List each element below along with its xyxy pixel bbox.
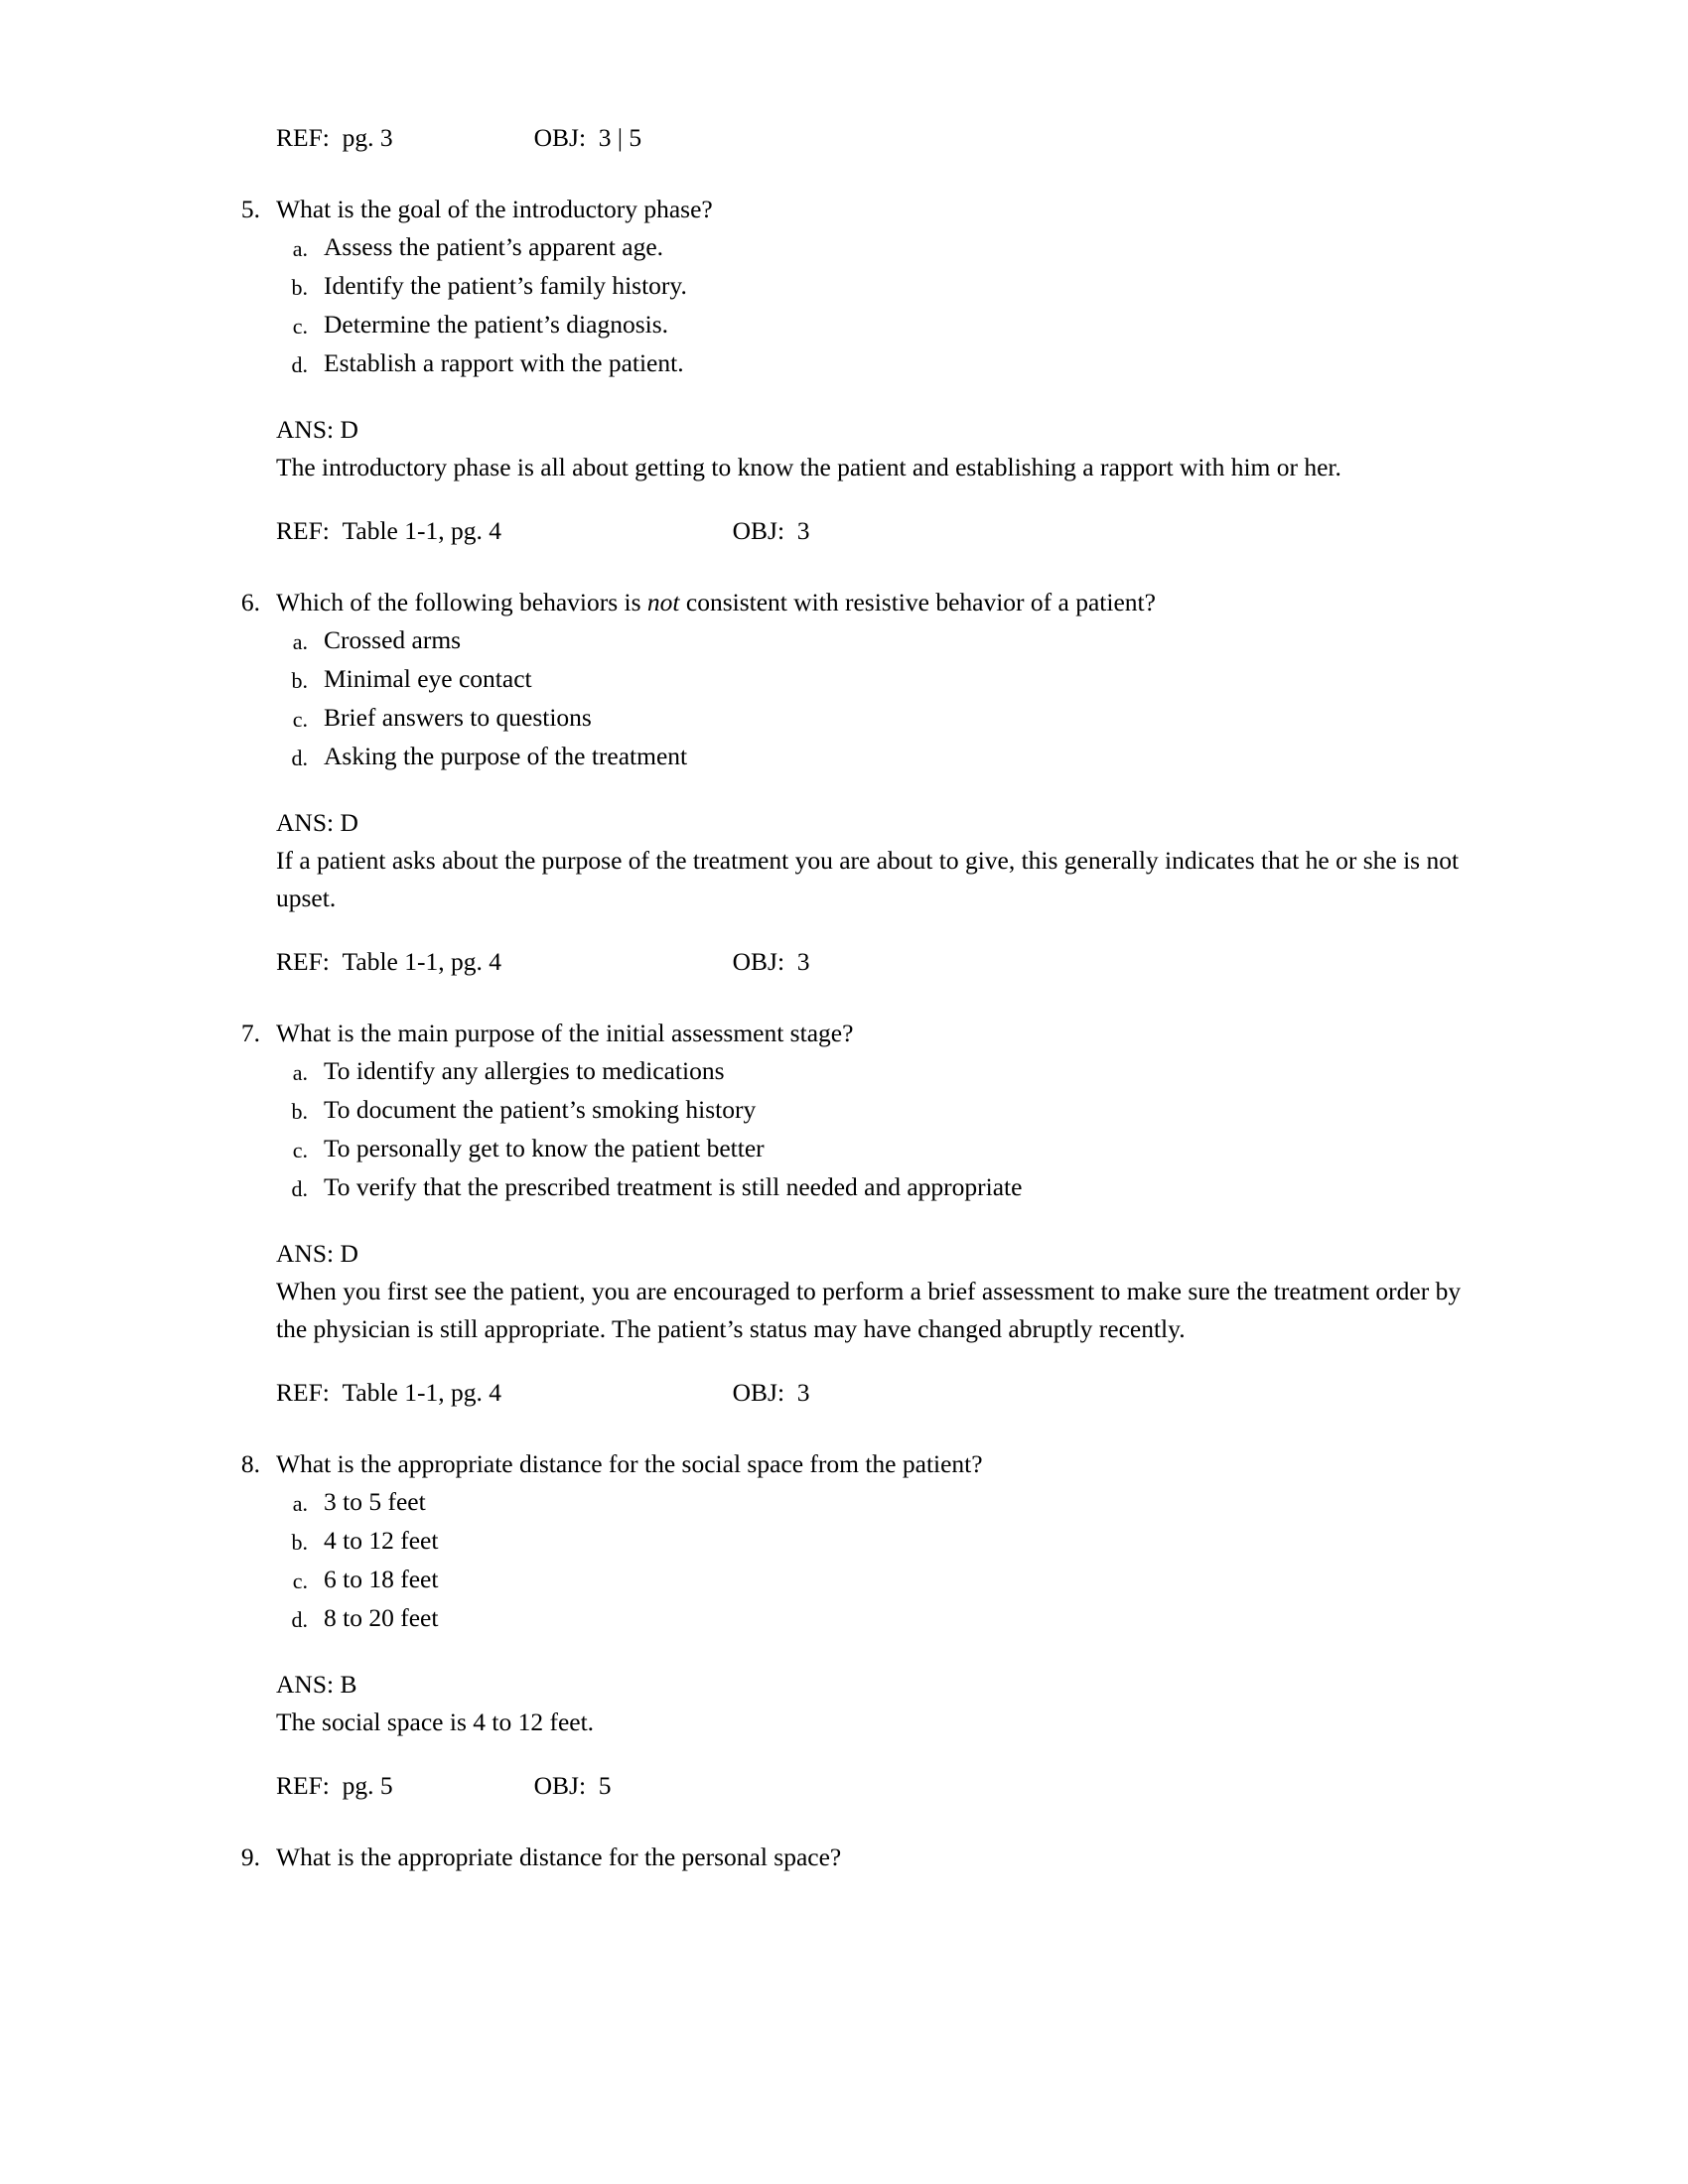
question-heading <box>228 191 1465 228</box>
answer-explanation: The introductory phase is all about getting to know the patient and establishing a rapport with him or her. <box>276 453 1341 481</box>
reference-wrapper <box>228 512 1465 550</box>
question-heading <box>228 584 1465 621</box>
option-item[interactable] <box>228 1522 1465 1561</box>
option-text: 3 to 5 feet <box>324 1487 426 1516</box>
question-block <box>228 191 1465 550</box>
option-item[interactable] <box>228 1483 1465 1522</box>
option-letter: c. <box>292 707 308 732</box>
option-text: Asking the purpose of the treatment <box>324 742 688 770</box>
option-letter: c. <box>292 314 308 339</box>
option-item[interactable] <box>228 1052 1465 1091</box>
question-heading <box>228 1445 1465 1483</box>
option-text: Establish a rapport with the patient. <box>324 348 684 377</box>
ref-value: Table 1-1, pg. 4 <box>342 1378 501 1407</box>
obj-label: OBJ: <box>732 1378 785 1407</box>
option-item[interactable] <box>228 1091 1465 1130</box>
option-item[interactable] <box>228 228 1465 267</box>
option-list <box>228 1483 1465 1638</box>
option-item[interactable] <box>228 738 1465 776</box>
option-letter: c. <box>292 1138 308 1162</box>
ref-label: REF: <box>276 947 330 976</box>
reference-wrapper <box>228 943 1465 981</box>
option-list <box>228 1052 1465 1207</box>
option-text: To verify that the prescribed treatment is still needed and appropriate <box>324 1172 1023 1201</box>
option-letter: b. <box>291 668 308 693</box>
question-number: 7. <box>240 1019 260 1047</box>
answer-block <box>276 411 1465 486</box>
question-block <box>228 1839 1465 1876</box>
option-text: Crossed arms <box>324 625 462 654</box>
question-text <box>276 1015 1465 1052</box>
question-text <box>276 1445 1465 1483</box>
answer-block <box>276 1666 1465 1741</box>
question-block <box>228 1015 1465 1412</box>
question-number: 6. <box>240 588 260 616</box>
question-text-part1: What is the goal of the introductory phase? <box>276 195 713 223</box>
option-item[interactable] <box>228 344 1465 383</box>
question-block <box>228 1445 1465 1805</box>
ref-label: REF: <box>276 516 330 545</box>
question-number: 8. <box>240 1449 260 1478</box>
reference-line-top <box>276 119 1465 157</box>
option-text: To identify any allergies to medications <box>324 1056 725 1085</box>
option-text: 6 to 18 feet <box>324 1565 439 1593</box>
document-body <box>228 119 1465 1876</box>
obj-label: OBJ: <box>732 516 785 545</box>
option-letter: b. <box>291 1099 308 1124</box>
ref-label: REF: <box>276 1771 330 1800</box>
question-number: 5. <box>240 195 260 223</box>
ref-value: Table 1-1, pg. 4 <box>342 947 501 976</box>
obj-label: OBJ: <box>732 947 785 976</box>
question-heading <box>228 1015 1465 1052</box>
option-letter: a. <box>292 1491 308 1516</box>
option-letter: b. <box>291 275 308 300</box>
obj-label: OBJ: <box>533 123 587 152</box>
option-list <box>228 228 1465 383</box>
option-letter: c. <box>292 1569 308 1593</box>
option-letter: d. <box>291 1176 308 1201</box>
option-item[interactable] <box>228 1130 1465 1168</box>
option-item[interactable] <box>228 267 1465 306</box>
answer-explanation: The social space is 4 to 12 feet. <box>276 1707 595 1736</box>
option-list <box>228 621 1465 776</box>
question-block <box>228 584 1465 981</box>
option-letter: a. <box>292 236 308 261</box>
answer-label: ANS: D <box>276 415 358 444</box>
answer-label: ANS: D <box>276 1239 358 1268</box>
option-text: 8 to 20 feet <box>324 1603 439 1632</box>
question-heading <box>228 1839 1465 1876</box>
option-item[interactable] <box>228 306 1465 344</box>
option-letter: d. <box>291 1607 308 1632</box>
answer-block <box>276 1235 1465 1348</box>
answer-explanation: If a patient asks about the purpose of the treatment you are about to give, this generally indicates that he or she is not upset. <box>276 846 1460 912</box>
ref-label: REF: <box>276 123 330 152</box>
question-text-part1: What is the appropriate distance for the social space from the patient? <box>276 1449 983 1478</box>
obj-value: 3 <box>796 516 810 545</box>
obj-value: 3 <box>796 1378 810 1407</box>
option-text: To personally get to know the patient better <box>324 1134 765 1162</box>
reference-line <box>276 512 1465 550</box>
option-letter: a. <box>292 629 308 654</box>
question-text-part1: What is the appropriate distance for the personal space? <box>276 1843 842 1871</box>
option-item[interactable] <box>228 1561 1465 1599</box>
option-text: Minimal eye contact <box>324 664 532 693</box>
question-number: 9. <box>240 1843 260 1871</box>
option-item[interactable] <box>228 699 1465 738</box>
reference-line <box>276 943 1465 981</box>
option-letter: d. <box>291 352 308 377</box>
option-text: Identify the patient’s family history. <box>324 271 687 300</box>
question-text-part1: What is the main purpose of the initial assessment stage? <box>276 1019 854 1047</box>
ref-value: Table 1-1, pg. 4 <box>342 516 501 545</box>
reference-line <box>276 1767 1465 1805</box>
question-text-part2: consistent with resistive behavior of a patient? <box>679 588 1156 616</box>
obj-value: 5 <box>598 1771 612 1800</box>
ref-value: pg. 3 <box>342 123 393 152</box>
question-text <box>276 191 1465 228</box>
question-text <box>276 584 1465 621</box>
option-letter: b. <box>291 1530 308 1555</box>
option-item[interactable] <box>228 621 1465 660</box>
obj-value: 3 <box>796 947 810 976</box>
option-text: Assess the patient’s apparent age. <box>324 232 664 261</box>
answer-explanation: When you first see the patient, you are encouraged to perform a brief assessment to make sure the treatment order by the physician is still appropriate. The patient’s status may have changed abruptly recently. <box>276 1277 1462 1343</box>
reference-wrapper <box>228 1767 1465 1805</box>
option-text: 4 to 12 feet <box>324 1526 439 1555</box>
question-text-part1: Which of the following behaviors is <box>276 588 647 616</box>
ref-label: REF: <box>276 1378 330 1407</box>
option-text: To document the patient’s smoking history <box>324 1095 757 1124</box>
option-item[interactable] <box>228 660 1465 699</box>
option-item[interactable] <box>228 1599 1465 1638</box>
option-item[interactable] <box>228 1168 1465 1207</box>
option-letter: d. <box>291 746 308 770</box>
obj-value: 3 | 5 <box>598 123 642 152</box>
option-text: Determine the patient’s diagnosis. <box>324 310 669 339</box>
reference-wrapper <box>228 1374 1465 1412</box>
reference-line <box>276 1374 1465 1412</box>
answer-label: ANS: D <box>276 808 358 837</box>
ref-value: pg. 5 <box>342 1771 393 1800</box>
obj-label: OBJ: <box>533 1771 587 1800</box>
answer-label: ANS: B <box>276 1670 357 1699</box>
question-text <box>276 1839 1465 1876</box>
answer-block <box>276 804 1465 917</box>
option-text: Brief answers to questions <box>324 703 592 732</box>
option-letter: a. <box>292 1060 308 1085</box>
question-text-emphasis: not <box>646 588 680 616</box>
